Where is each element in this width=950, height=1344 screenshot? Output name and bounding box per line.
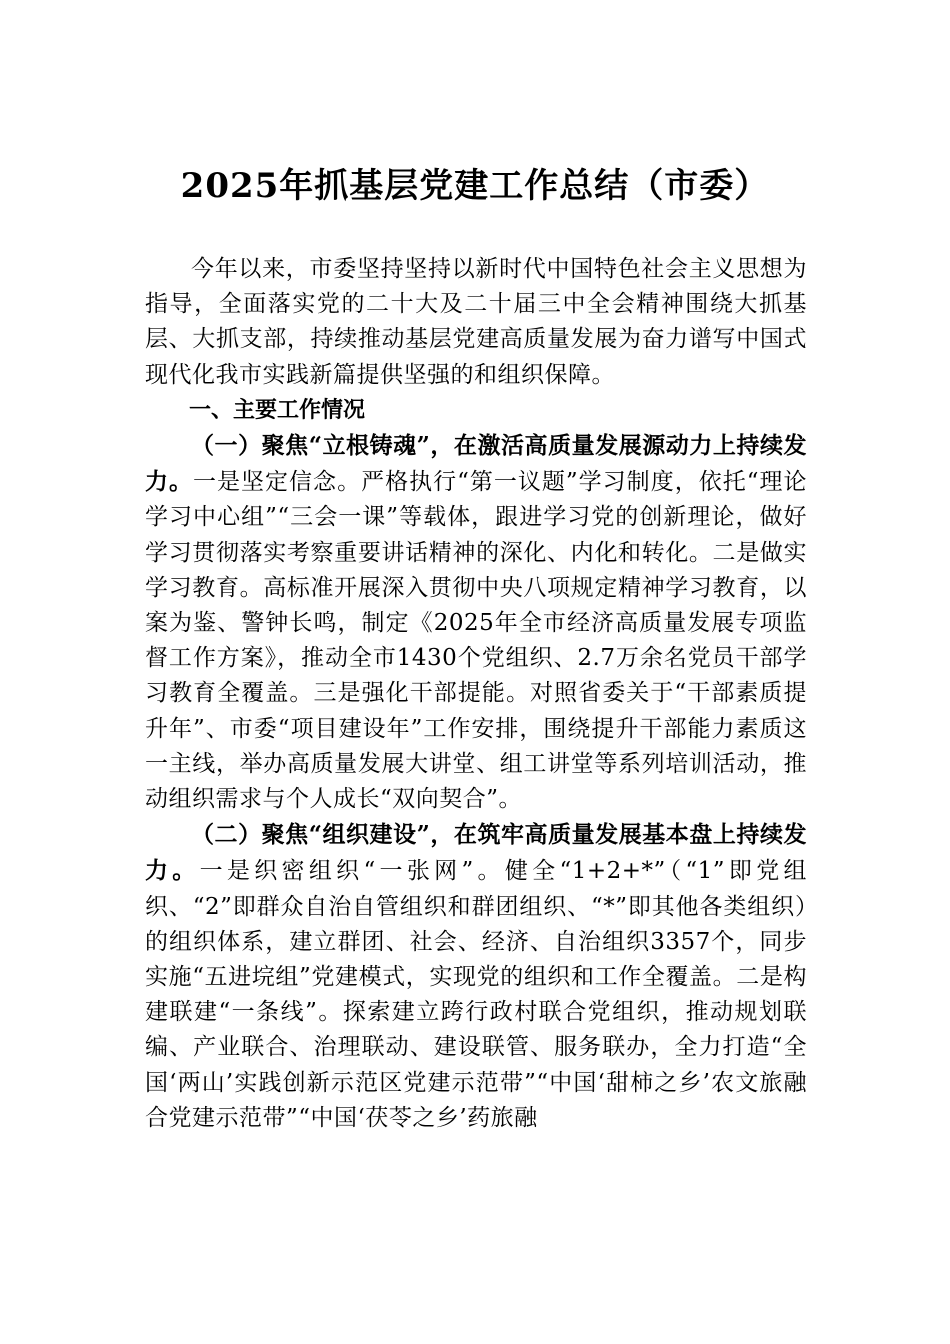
- subsection-paragraph-1: [145, 428, 807, 817]
- section-heading-main-work: 一、主要工作情况: [189, 397, 366, 423]
- document-body: [145, 252, 807, 1136]
- intro-paragraph: 今年以来，市委坚持坚持以新时代中国特色社会主义思想为指导，全面落实党的二十大及二十届三中全会精神围绕大抓基层、大抓支部，持续推动基层党建高质量发展为奋力谱写中国式现代化我市实践新篇提供坚强的和组织保障。: [145, 256, 807, 388]
- subsection-lead-2: （二）聚焦“组织建设”，在筑牢高质量发展基本盘上持续发力。: [145, 821, 807, 885]
- subsection-lead-1: （一）聚焦“立根铸魂”，在激活高质量发展源动力上持续发力。: [145, 432, 807, 496]
- subsection-body-1: 一是坚定信念。严格执行“第一议题”学习制度，依托“理论学习中心组”“三会一课”等载体，跟进学习党的创新理论，做好学习贯彻落实考察重要讲话精神的深化、内化和转化。二是做实学习教育。高标准开展深入贯彻中央八项规定精神学习教育，以案为鉴、警钟长鸣，制定《2025年全市经济高质量发展专项监督工作方案》，推动全市1430个党组织、2.7万余名党员干部学习教育全覆盖。三是强化干部提能。对照省委关于“干部素质提升年”、市委“项目建设年”工作安排，围绕提升干部能力素质这一主线，举办高质量发展大讲堂、组工讲堂等系列培训活动，推动组织需求与个人成长“双向契合”。: [145, 469, 807, 813]
- document-title: 2025年抓基层党建工作总结（市委）: [180, 166, 770, 206]
- subsection-body-2: 一是织密组织“一张网”。健全“1+2+*”（“1”即党组织、“2”即群众自治自管组织和群团组织、“*”即其他各类组织）的组织体系，建立群团、社会、经济、自治组织3357个，同步实施“五进垸组”党建模式，实现党的组织和工作全覆盖。二是构建联建“一条线”。探索建立跨行政村联合党组织，推动规划联编、产业联合、治理联动、建设联管、服务联办，全力打造“全国‘两山’实践创新示范区党建示范带”“中国‘甜柿之乡’农文旅融合党建示范带”“中国‘茯苓之乡’药旅融: [145, 858, 807, 1131]
- subsection-paragraph-2: [145, 817, 807, 1136]
